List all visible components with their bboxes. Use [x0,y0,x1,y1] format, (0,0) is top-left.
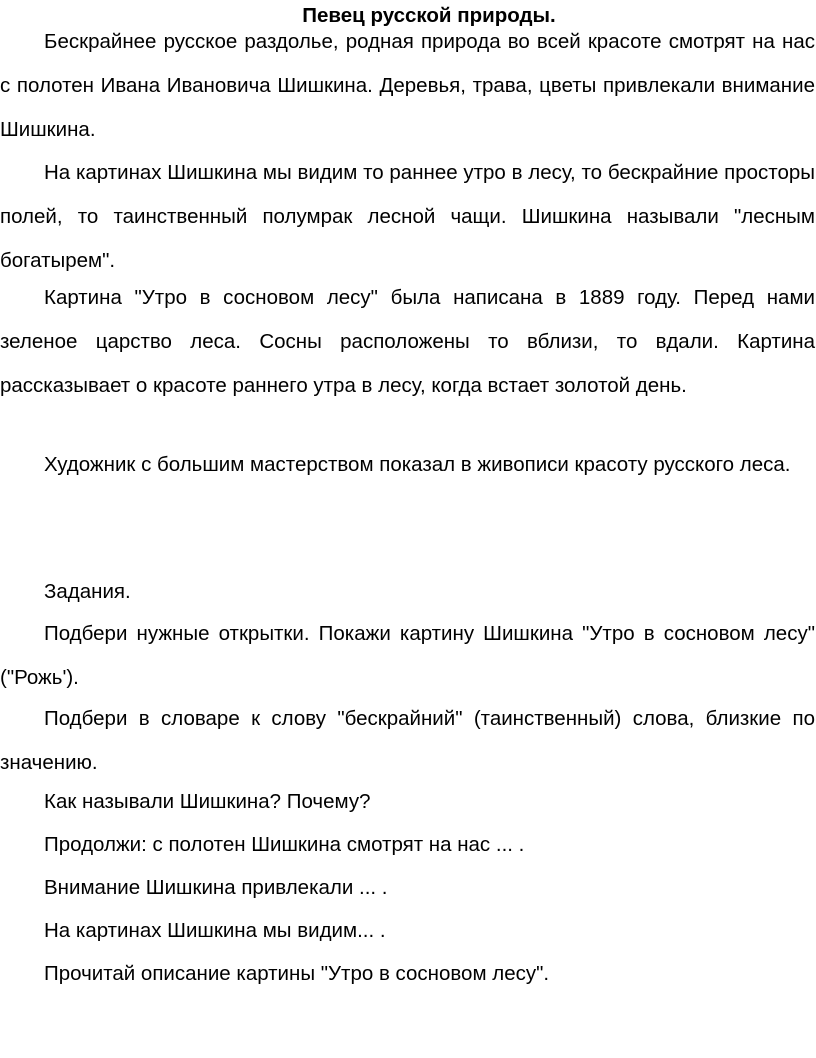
task-item-6: На картинах Шишкина мы видим... . [44,919,386,942]
paragraph-4: Художник с большим мастерством показал в живописи красоту русского леса. [44,453,791,476]
task-item-7: Прочитай описание картины "Утро в сосновом лесу". [44,962,550,985]
task-item-3: Как называли Шишкина? Почему? [44,790,371,813]
task-item-4: Продолжи: с полотен Шишкина смотрят на нас ... . [44,833,525,856]
task-item-2: Подбери в словаре к слову "бескрайний" (таинственный) слова, близкие по значению. [0,707,815,774]
paragraph-2: На картинах Шишкина мы видим то раннее утро в лесу, то бескрайние просторы полей, то таинственный полумрак лесной чащи. Шишкина называли "лесным богатырем". [0,161,815,272]
document-title: Певец русской природы. [302,4,556,27]
tasks-heading: Задания. [44,580,131,603]
task-item-5: Внимание Шишкина привлекали ... . [44,876,388,899]
task-item-1: Подбери нужные открытки. Покажи картину Шишкина "Утро в сосновом лесу" ("Рожь'). [0,622,815,689]
paragraph-3: Картина "Утро в сосновом лесу" была написана в 1889 году. Перед нами зеленое царство леса. Сосны расположены то вблизи, то вдали. Картина рассказывает о красоте раннего утра в лесу, когда встает золотой день. [0,286,815,397]
paragraph-1: Бескрайнее русское раздолье, родная природа во всей красоте смотрят на нас с полотен Ивана Ивановича Шишкина. Деревья, трава, цветы привлекали внимание Шишкина. [0,30,815,141]
